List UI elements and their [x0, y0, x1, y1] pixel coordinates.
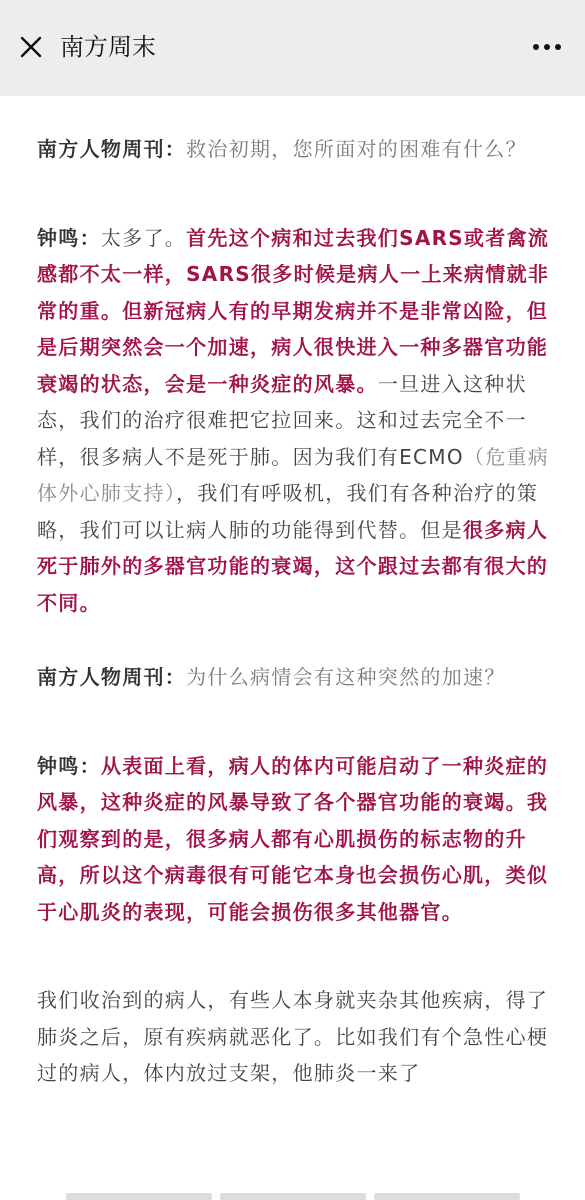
interviewer-label: 南方人物周刊： — [37, 665, 187, 689]
highlighted-text: 从表面上看，病人的体内可能启动了一种炎症的风暴，这种炎症的风暴导致了各个器官功能的衰竭。我们观察到的是，很多病人都有心肌损伤的标志物的升高，所以这个病毒很有可能它本身也会损伤心肌，类似于心肌炎的表现，可能会损伤很多其他器官。 — [37, 753, 549, 924]
parenthetical-note: （危重病体外心肺支持） — [37, 444, 550, 505]
answer-text: 我们收治到的病人，有些人本身就夹杂其他疾病，得了肺炎之后，原有疾病就恶化了。比如我们有个急性心梗过的病人，体内放过支架，他肺炎一来了 — [37, 988, 549, 1085]
question-text: 为什么病情会有这种突然的加速？ — [186, 665, 506, 689]
bottom-indicator — [66, 1193, 520, 1200]
highlighted-text: 首先这个病和过去我们SARS或者禽流感都不太一样，SARS很多时候是病人一上来病情就非常的重。但新冠病人有的早期发病并不是非常凶险，但是后期突然会一个加速，病人很快进入一种多器官功能衰竭的状态，会是一种炎症的风暴。 — [37, 225, 550, 396]
answer-paragraph-3 — [37, 982, 551, 1092]
more-icon — [532, 43, 562, 51]
indicator-segment — [374, 1193, 520, 1200]
answer-text: ，我们有呼吸机，我们有各种治疗的策略，我们可以让病人肺的功能得到代替。但是 — [37, 481, 539, 542]
indicator-segment — [66, 1193, 212, 1200]
interviewee-label: 钟鸣： — [37, 225, 101, 250]
answer-text: 一旦进入这种状态，我们的治疗很难把它拉回来。这和过去完全不一样，很多病人不是死于肺。因为我们有ECMO — [37, 371, 527, 469]
question-paragraph-1 — [37, 131, 551, 168]
question-paragraph-2 — [37, 659, 551, 696]
article-body — [37, 131, 551, 1092]
highlighted-text: 很多病人死于肺外的多器官功能的衰竭，这个跟过去都有很大的不同。 — [37, 517, 549, 615]
interviewee-label: 钟鸣： — [37, 753, 101, 778]
answer-text: 太多了。 — [100, 225, 187, 250]
page-title: 南方周末 — [60, 33, 156, 61]
indicator-segment — [220, 1193, 366, 1200]
top-bar — [0, 0, 585, 96]
more-button[interactable] — [527, 34, 567, 60]
interviewer-label: 南方人物周刊： — [37, 137, 187, 161]
close-icon — [19, 35, 43, 59]
close-button[interactable] — [14, 30, 48, 64]
answer-paragraph-1 — [37, 220, 551, 622]
question-text: 救治初期，您所面对的困难有什么？ — [186, 137, 527, 161]
answer-paragraph-2 — [37, 748, 551, 931]
